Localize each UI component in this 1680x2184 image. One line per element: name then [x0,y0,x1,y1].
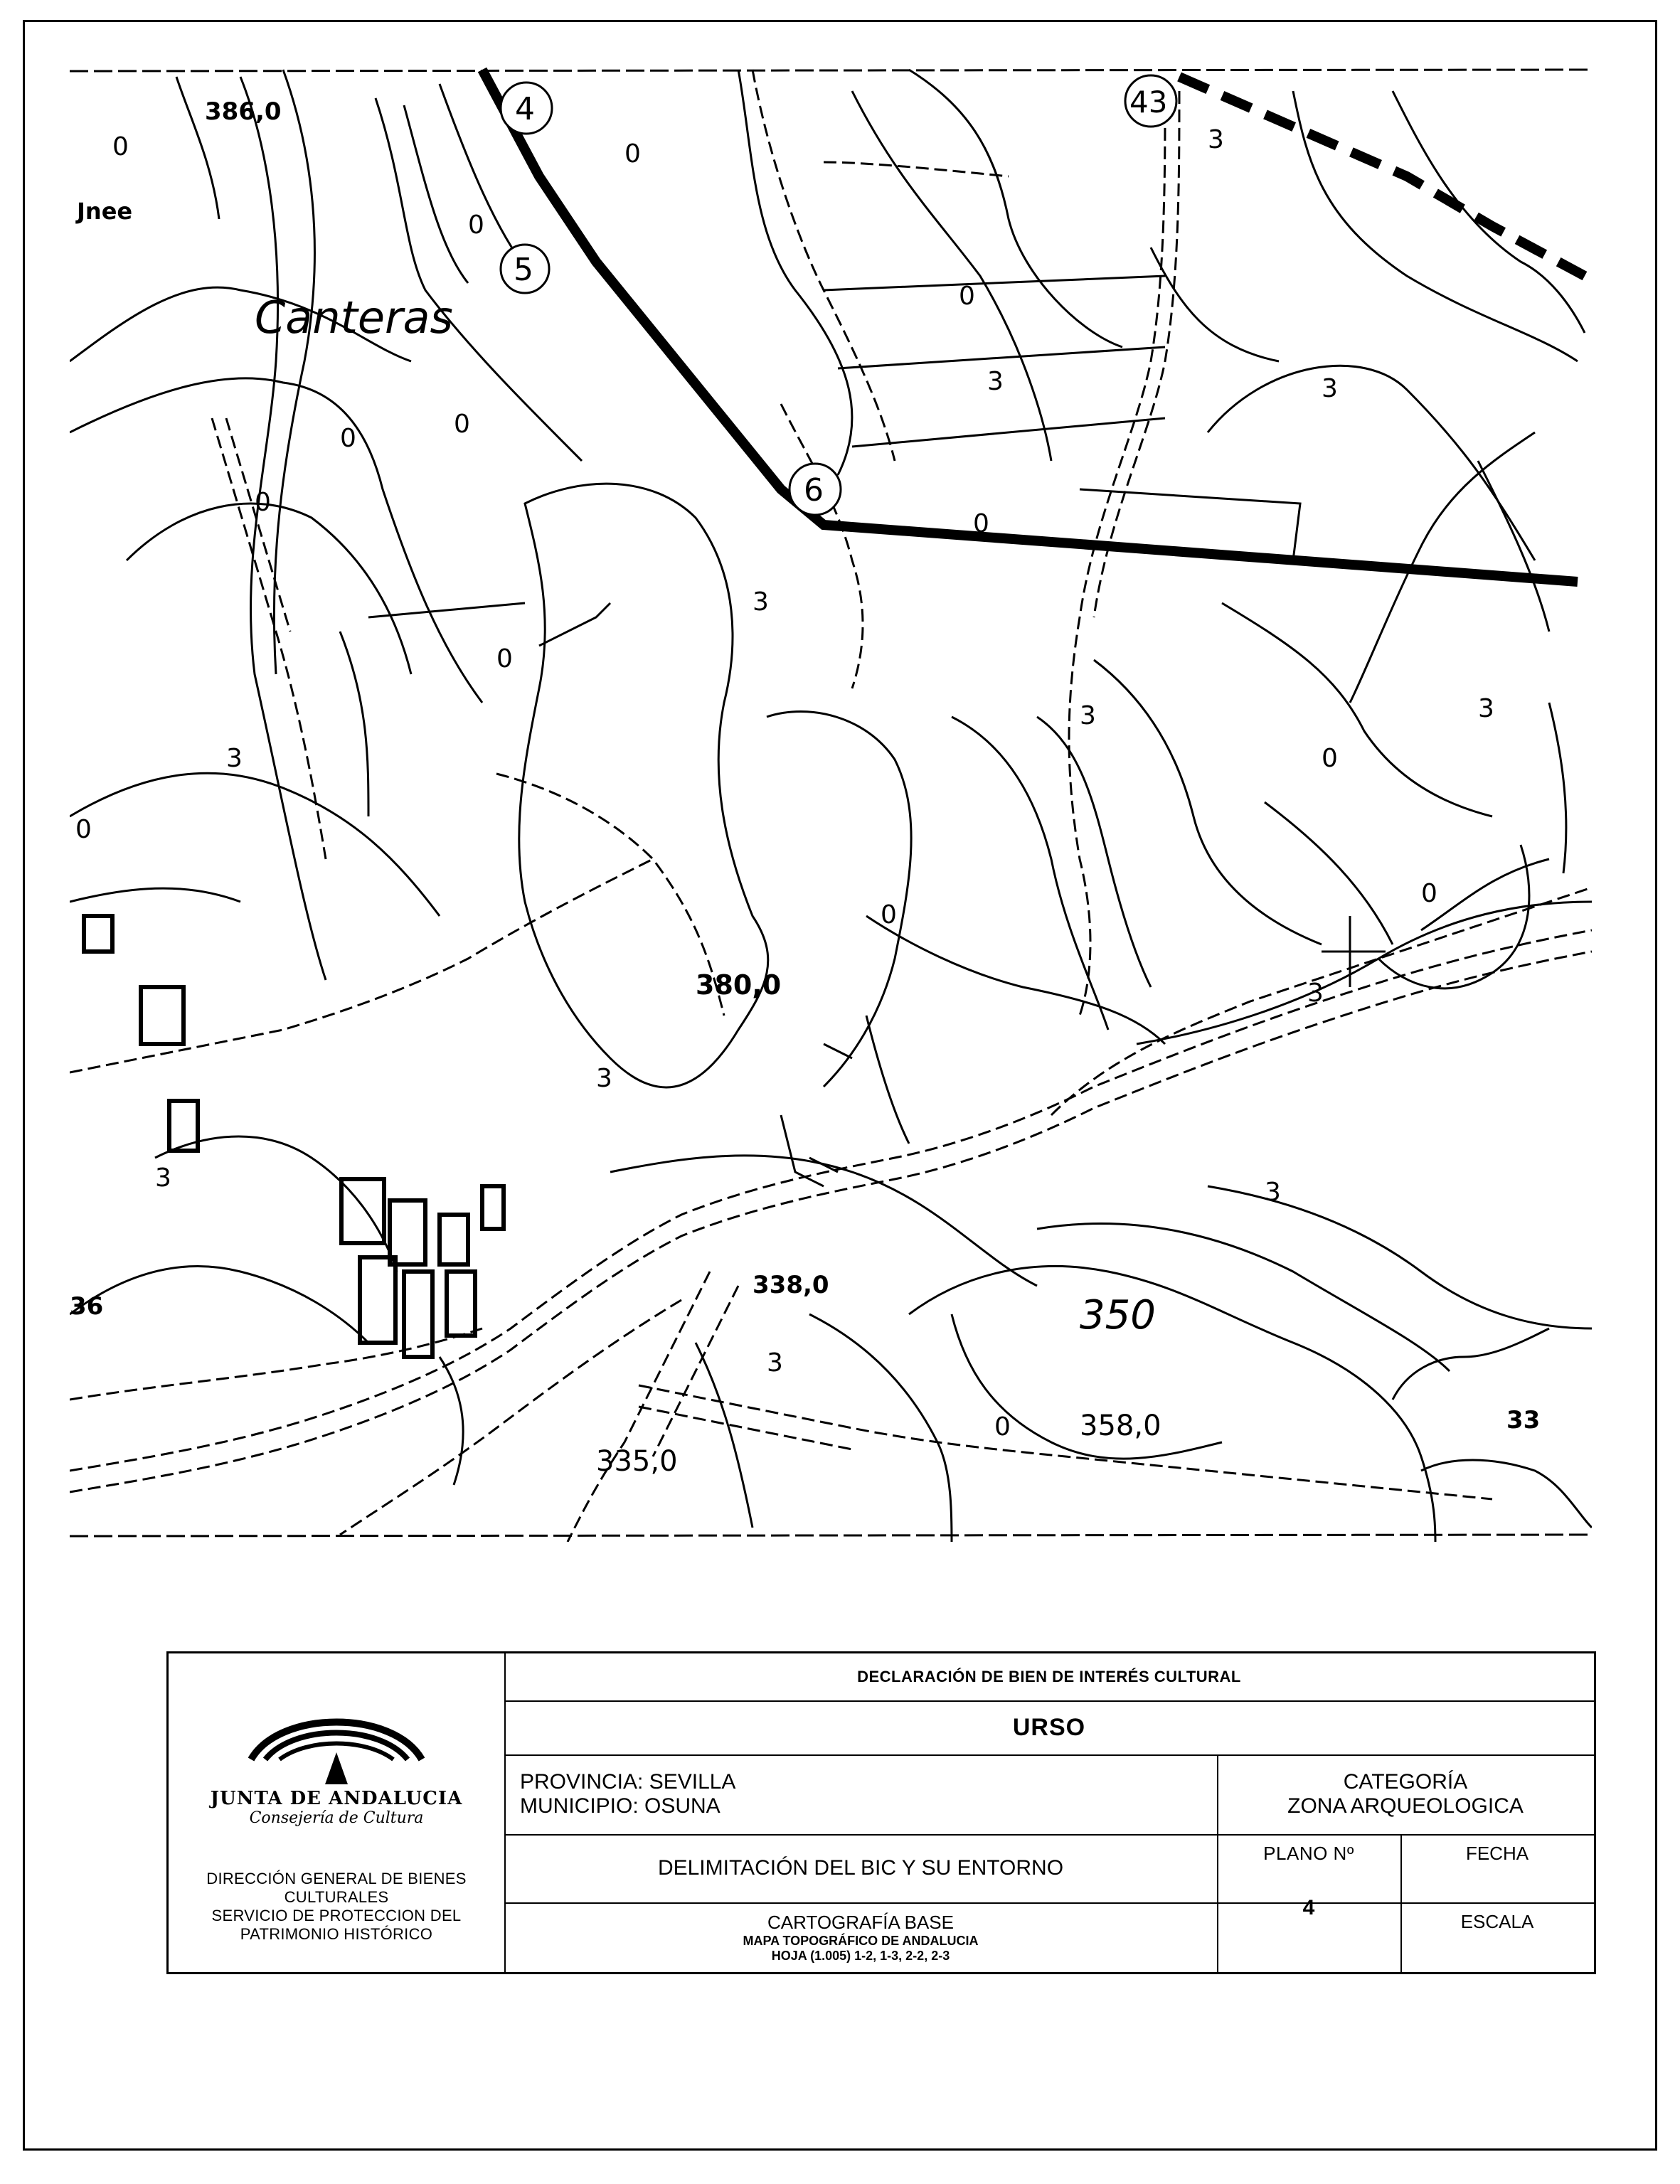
elevation-label-338: 338,0 [753,1271,829,1299]
org-line1: DIRECCIÓN GENERAL DE BIENES [206,1870,467,1887]
svg-text:0: 0 [468,211,484,240]
boundary-points [501,75,1176,515]
svg-text:0: 0 [496,644,513,673]
svg-text:3: 3 [1478,694,1494,723]
carto-title: CARTOGRAFÍA BASE [767,1911,954,1933]
date-label: FECHA [1465,1843,1529,1864]
svg-text:3: 3 [1307,979,1324,1008]
bic-boundary-dashed [1179,77,1585,276]
logo-line1: JUNTA DE ANDALUCIA [210,1788,463,1809]
svg-text:0: 0 [1322,744,1338,773]
svg-text:0: 0 [973,509,989,538]
category-block [1217,1754,1594,1834]
svg-text:0: 0 [112,132,129,161]
location-block [504,1754,1217,1834]
svg-text:3: 3 [1208,125,1224,154]
elevation-label-380: 380,0 [696,969,782,1001]
point-label-43: 43 [1129,85,1168,119]
svg-text:3: 3 [1265,1178,1281,1207]
topographic-map [70,63,1592,1542]
logo-area [169,1653,504,1841]
svg-text:0: 0 [959,282,975,311]
svg-text:0: 0 [75,815,92,844]
org-line3: SERVICIO DE PROTECCION DEL [211,1907,462,1924]
site-name: URSO [1012,1713,1086,1741]
map-svg [70,63,1592,1542]
svg-text:0: 0 [881,900,897,929]
elevation-label-36: 36 [70,1292,104,1321]
plan-block [1217,1834,1400,1972]
svg-text:3: 3 [155,1163,171,1193]
elevation-label-33: 33 [1506,1406,1541,1434]
elevation-label-350: 350 [1080,1292,1156,1338]
municipality: MUNICIPIO: OSUNA [520,1794,721,1818]
bic-boundary-solid [482,70,1578,582]
delimitation-title: DELIMITACIÓN DEL BIC Y SU ENTORNO [657,1856,1064,1880]
plan-value: 4 [1302,1896,1315,1919]
point-label-6: 6 [804,472,824,508]
elevation-label-335: 335,0 [596,1445,678,1478]
declaration-title: DECLARACIÓN DE BIEN DE INTERÉS CULTURAL [857,1668,1241,1685]
svg-text:3: 3 [1322,374,1338,403]
category-label: CATEGORÍA [1343,1770,1468,1794]
scale-label: ESCALA [1460,1911,1534,1932]
svg-text:3: 3 [753,587,769,617]
cartography-block [504,1902,1217,1972]
place-label-canteras: Canteras [255,292,453,343]
point-label-5: 5 [514,252,533,288]
svg-text:0: 0 [255,488,271,517]
svg-text:0: 0 [454,410,470,439]
svg-text:0: 0 [624,139,641,169]
svg-text:3: 3 [596,1064,612,1093]
svg-text:0: 0 [1421,879,1437,908]
point-label-4: 4 [515,91,535,127]
svg-text:0: 0 [994,1412,1011,1442]
carto-sub2: HOJA (1.005) 1-2, 1-3, 2-2, 2-3 [771,1948,950,1963]
plan-label: PLANO Nº [1263,1843,1354,1864]
svg-text:3: 3 [1080,701,1096,730]
logo-line2: Consejería de Cultura [249,1809,424,1827]
title-block [166,1651,1596,1974]
svg-text:0: 0 [340,424,356,453]
org-line4: PATRIMONIO HISTÓRICO [240,1925,433,1943]
elevation-label-386: 386,0 [205,97,282,126]
category-value: ZONA ARQUEOLOGICA [1287,1794,1524,1818]
place-label-2: Jnee [77,198,133,225]
elevation-label-358: 358,0 [1080,1410,1161,1442]
org-block [169,1841,504,1972]
province: PROVINCIA: SEVILLA [520,1770,736,1794]
svg-text:3: 3 [987,367,1004,396]
svg-text:3: 3 [767,1348,783,1378]
svg-text:3: 3 [226,744,243,773]
junta-andalucia-logo [237,1688,436,1788]
org-line2: CULTURALES [284,1888,389,1906]
parcel-lines [340,276,1300,1186]
carto-sub1: MAPA TOPOGRÁFICO DE ANDALUCIA [743,1933,979,1948]
survey-cross [1322,916,1386,987]
